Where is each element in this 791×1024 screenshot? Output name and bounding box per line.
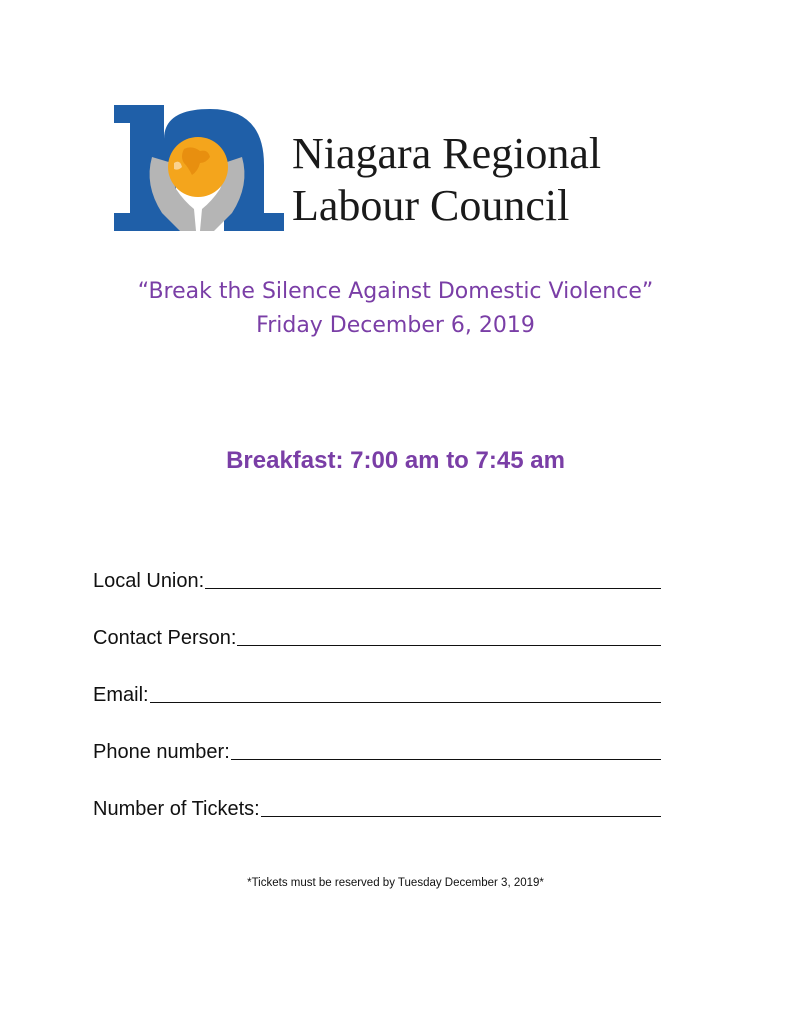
local-union-field xyxy=(93,567,661,593)
email-label: Email: xyxy=(93,684,149,706)
nrlc-logo xyxy=(114,105,290,231)
local-union-blank-line xyxy=(205,588,661,589)
contact-person-blank-line xyxy=(237,645,661,646)
breakfast-time: Breakfast: 7:00 am to 7:45 am xyxy=(226,447,565,474)
number-of-tickets-label: Number of Tickets: xyxy=(93,798,260,820)
local-union-label: Local Union: xyxy=(93,570,205,592)
org-name-line1: Niagara Regional xyxy=(292,129,602,178)
contact-person-label: Contact Person: xyxy=(93,627,237,649)
contact-person-field xyxy=(93,624,661,650)
email-field xyxy=(93,681,661,707)
event-date: Friday December 6, 2019 xyxy=(256,313,535,338)
email-blank-line xyxy=(150,702,661,703)
phone-number-blank-line xyxy=(231,759,661,760)
organization-name xyxy=(292,128,601,232)
number-of-tickets-field xyxy=(93,795,661,821)
event-title: “Break the Silence Against Domestic Violence” xyxy=(137,279,654,304)
phone-number-label: Phone number: xyxy=(93,741,230,763)
org-name-line2: Labour Council xyxy=(292,181,570,230)
reservation-deadline-note: *Tickets must be reserved by Tuesday December 3, 2019* xyxy=(247,877,544,889)
number-of-tickets-blank-line xyxy=(261,816,661,817)
phone-number-field xyxy=(93,738,661,764)
